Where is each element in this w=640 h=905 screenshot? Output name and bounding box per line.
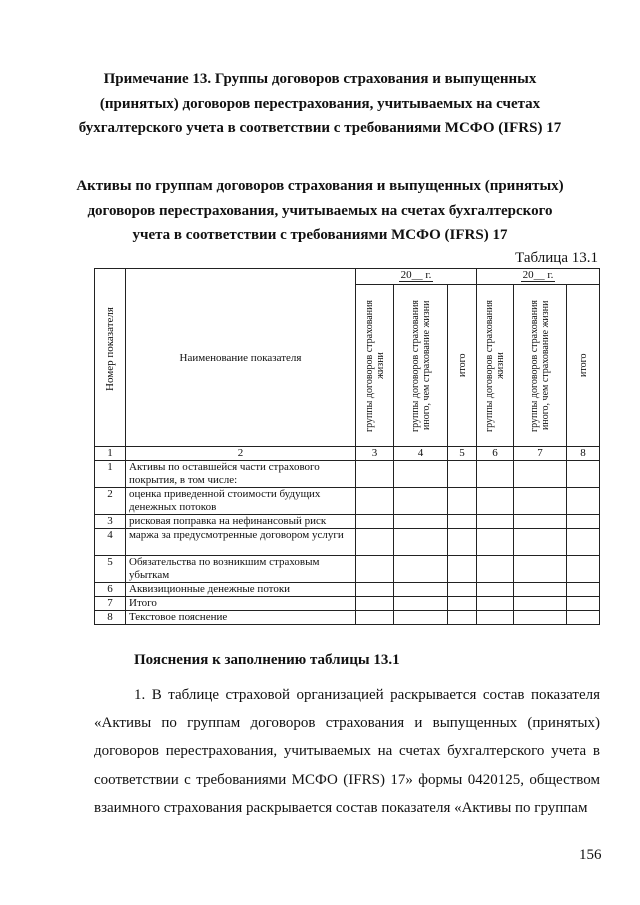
value-cell (356, 488, 394, 515)
value-cell (567, 583, 600, 597)
value-cell (394, 583, 448, 597)
row-name: маржа за предусмотренные договором услуги (126, 529, 356, 556)
table-row (95, 488, 600, 515)
header-num-col (95, 269, 126, 447)
table-row (95, 461, 600, 488)
value-cell (477, 515, 514, 529)
value-cell (394, 488, 448, 515)
header-nonlife-2: группы договоров страхования иного, чем страхование жизни (514, 285, 567, 447)
value-cell (394, 529, 448, 556)
col-number: 6 (477, 447, 514, 461)
value-cell (394, 611, 448, 625)
value-cell (567, 556, 600, 583)
value-cell (514, 611, 567, 625)
col-number: 2 (126, 447, 356, 461)
value-cell (477, 461, 514, 488)
page-number: 156 (579, 847, 602, 863)
section-title: Активы по группам договоров страхования и выпущенных (принятых) договоров перестрахования, учитываемых на счетах бухгалтерского учета в соответствии с требованиями МСФО (IFRS) 17 (76, 178, 564, 243)
value-cell (477, 611, 514, 625)
table-label: Таблица 13.1 (515, 250, 598, 266)
table-row (95, 611, 600, 625)
row-number: 3 (95, 515, 126, 529)
note-title: Примечание 13. Группы договоров страхования и выпущенных (принятых) договоров перестрахования, учитываемых на счетах бухгалтерского учета в соответствии с требованиями МСФО (IFRS) 17 (78, 71, 562, 136)
table-row (95, 515, 600, 529)
row-number: 8 (95, 611, 126, 625)
value-cell (448, 597, 477, 611)
value-cell (356, 556, 394, 583)
row-name: рисковая поправка на нефинансовый риск (126, 515, 356, 529)
value-cell (448, 515, 477, 529)
value-cell (514, 556, 567, 583)
header-total-2: итого (567, 285, 600, 447)
header-name-col: Наименование показателя (126, 269, 356, 447)
value-cell (567, 597, 600, 611)
row-number: 1 (95, 461, 126, 488)
value-cell (514, 597, 567, 611)
value-cell (477, 583, 514, 597)
value-cell (356, 597, 394, 611)
table-row (95, 556, 600, 583)
value-cell (394, 461, 448, 488)
header-nonlife-1: группы договоров страхования иного, чем страхование жизни (394, 285, 448, 447)
row-name: Текстовое пояснение (126, 611, 356, 625)
value-cell (514, 583, 567, 597)
explanation-paragraph: 1. В таблице страховой организацией раскрывается состав показателя «Активы по группам договоров страхования и выпущенных (принятых) договоров перестрахования, учитываемых на счетах бухгалтерского учета в соответствии с требованиями МСФО (IFRS) 17» формы 0420125, обществом взаимного страхования раскрывается состав показателя «Активы по группам (94, 687, 600, 816)
value-cell (448, 461, 477, 488)
value-cell (514, 515, 567, 529)
value-cell (356, 529, 394, 556)
value-cell (477, 556, 514, 583)
value-cell (356, 611, 394, 625)
assets-table (94, 268, 600, 625)
value-cell (514, 461, 567, 488)
value-cell (567, 488, 600, 515)
value-cell (356, 461, 394, 488)
value-cell (567, 515, 600, 529)
col-number: 3 (356, 447, 394, 461)
value-cell (448, 529, 477, 556)
row-number: 6 (95, 583, 126, 597)
value-cell (567, 461, 600, 488)
col-number: 8 (567, 447, 600, 461)
row-name: Аквизиционные денежные потоки (126, 583, 356, 597)
value-cell (394, 597, 448, 611)
explanations-title: Пояснения к заполнению таблицы 13.1 (134, 652, 400, 668)
header-total-1: итого (448, 285, 477, 447)
table-row (95, 597, 600, 611)
row-name: Итого (126, 597, 356, 611)
value-cell (477, 488, 514, 515)
row-name: Обязательства по возникшим страховым убыткам (126, 556, 356, 583)
value-cell (477, 597, 514, 611)
value-cell (356, 583, 394, 597)
col-number: 5 (448, 447, 477, 461)
col-number: 7 (514, 447, 567, 461)
value-cell (394, 515, 448, 529)
table-row (95, 583, 600, 597)
row-number: 7 (95, 597, 126, 611)
row-name: Активы по оставшейся части страхового покрытия, в том числе: (126, 461, 356, 488)
row-number: 2 (95, 488, 126, 515)
header-year-1: 20__ г. (356, 269, 477, 285)
value-cell (514, 488, 567, 515)
header-num-label: Номер показателя (103, 307, 116, 392)
value-cell (448, 556, 477, 583)
value-cell (567, 529, 600, 556)
value-cell (394, 556, 448, 583)
column-number-row (95, 447, 600, 461)
value-cell (448, 488, 477, 515)
header-life-1: группы договоров страхования жизни (356, 285, 394, 447)
row-number: 5 (95, 556, 126, 583)
header-year-2: 20__ г. (477, 269, 600, 285)
value-cell (448, 611, 477, 625)
row-name: оценка приведенной стоимости будущих денежных потоков (126, 488, 356, 515)
value-cell (514, 529, 567, 556)
value-cell (567, 611, 600, 625)
value-cell (448, 583, 477, 597)
table-row (95, 529, 600, 556)
header-life-2: группы договоров страхования жизни (477, 285, 514, 447)
col-number: 1 (95, 447, 126, 461)
header-row-years (95, 269, 600, 285)
value-cell (477, 529, 514, 556)
row-number: 4 (95, 529, 126, 556)
col-number: 4 (394, 447, 448, 461)
value-cell (356, 515, 394, 529)
